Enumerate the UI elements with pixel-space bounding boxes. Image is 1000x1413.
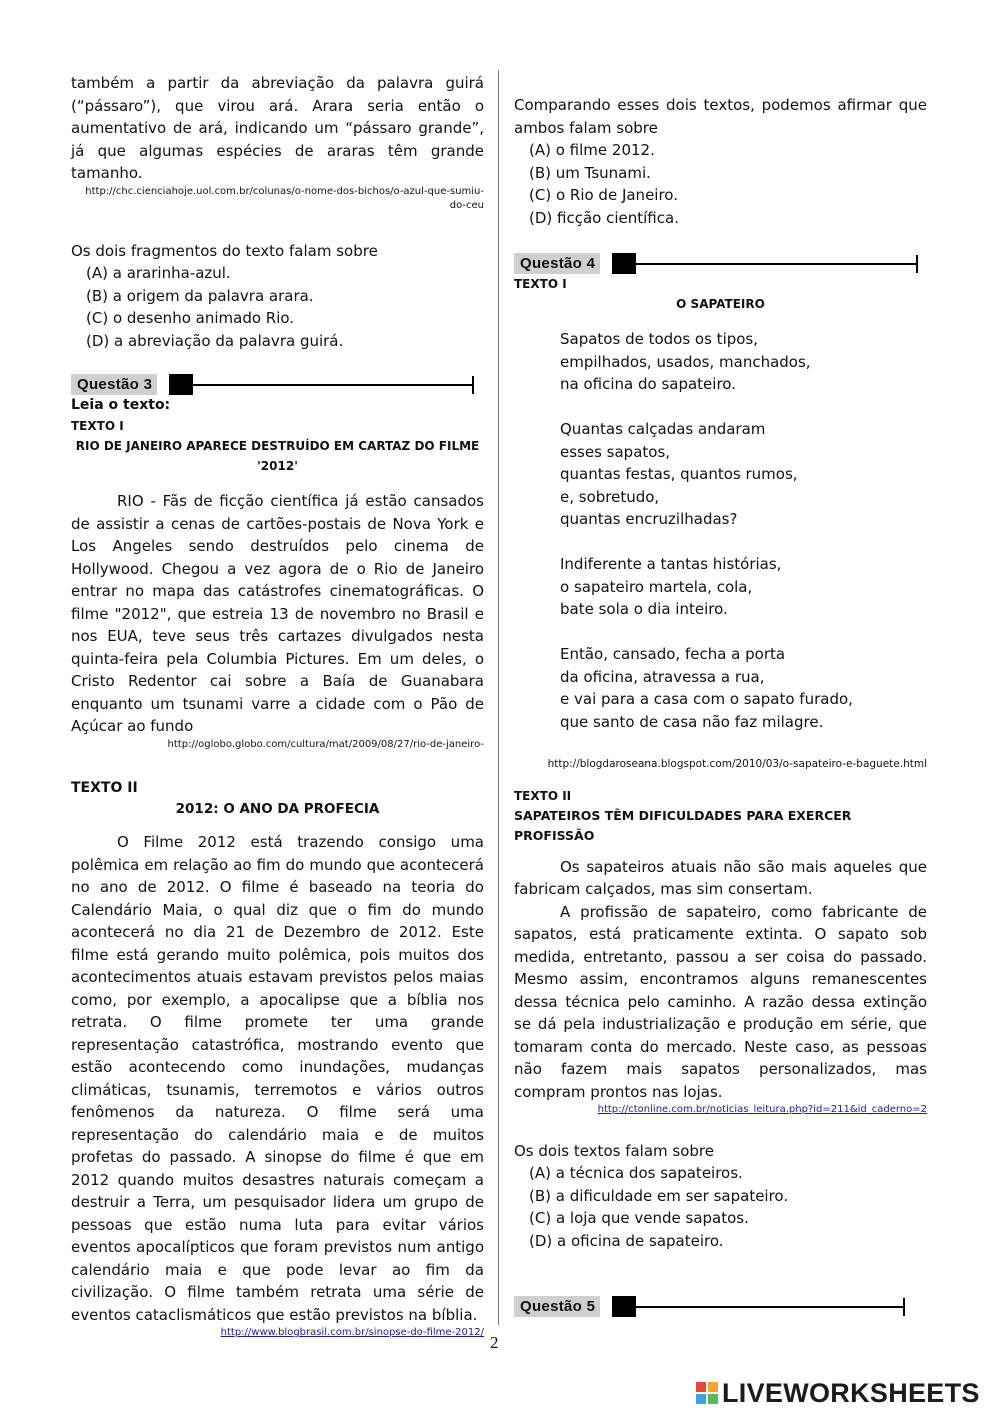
brand-name: LIVEWORKSHEETS xyxy=(722,1377,980,1408)
question-3-label: Questão 3 xyxy=(71,374,157,395)
q4-text2-paragraph-1: Os sapateiros atuais não são mais aqueles que fabricam calçados, mas sim consertam. xyxy=(514,857,927,898)
q3-option-b[interactable]: (B) um Tsunami. xyxy=(529,163,651,182)
q2-option-d[interactable]: (D) a abreviação da palavra guirá. xyxy=(86,331,344,350)
q3-text1-source: http://oglobo.globo.com/cultura/mat/2009/08/27/rio-de-janeiro- xyxy=(167,738,484,750)
q3-option-d[interactable]: (D) ficção científica. xyxy=(529,208,679,227)
q3-text1-body: RIO - Fãs de ficção científica já estão cansados de assistir a cenas de cartões-postais de Nova York e Los Angeles sendo destruídos pelo cinema de Hollywood. Chegou a vez agora de o Rio de Janeiro entrar no mapa das catástrofes cinematográficas. O filme "2012", que estreia 13 de novembro no Brasil e nos EUA, teve seus três cartazes divulgados nesta quinta-feira pela Columbia Pictures. Em um deles, o Cristo Redentor cai sobre a Baía de Guanabara enquanto um tsunami varre a cidade com o Pão de Açúcar ao fundo xyxy=(71,492,484,735)
right-column xyxy=(514,94,927,1317)
q3-instruction: Leia o texto: xyxy=(71,397,171,413)
poem-o-sapateiro xyxy=(514,328,927,733)
q4-text2-paragraph-2: A profissão de sapateiro, como fabricante de sapatos, está praticamente extinta. O sapato sob medida, entretanto, passou a ser coisa do passado. Mesmo assim, encontramos alguns remanescentes dessa técnica pelo caminho. A razão dessa extinção se dá pela industrialização e produção em série, que tomaram conta do mercado. Neste caso, as pessoas não fazem mais sapatos personalizados, mas compram prontos nas lojas. xyxy=(514,902,927,1101)
q4-text2-title: SAPATEIROS TÊM DIFICULDADES PARA EXERCER PROFISSÃO xyxy=(514,807,852,843)
q3-text1-title: RIO DE JANEIRO APARECE DESTRUÍDO EM CARTAZ DO FILME '2012' xyxy=(75,439,480,473)
poem-stanza xyxy=(560,418,927,531)
poem-line: que santo de casa não faz milagre. xyxy=(560,712,824,731)
q3-text1-label: TEXTO I xyxy=(71,419,124,433)
question-5-rule xyxy=(636,1306,904,1308)
q3-option-c[interactable]: (C) o Rio de Janeiro. xyxy=(529,186,678,204)
poem-line: Quantas calçadas andaram xyxy=(560,420,766,438)
brand-square xyxy=(696,1382,706,1392)
question-3-rule-end xyxy=(472,376,474,394)
question-5-rule-end xyxy=(903,1298,905,1316)
q4-text2-label: TEXTO II xyxy=(514,788,572,803)
q4-text2-source-link[interactable]: http://ctonline.com.br/noticias_leitura.php?id=211&id_caderno=2 xyxy=(597,1104,927,1115)
question-4-header xyxy=(514,253,927,274)
poem-line: na oficina do sapateiro. xyxy=(560,375,736,393)
poem-line: e, sobretudo, xyxy=(560,487,660,506)
q4-option-b[interactable]: (B) a dificuldade em ser sapateiro. xyxy=(529,1186,789,1205)
question-4-rule-end xyxy=(916,255,918,273)
q2-prompt: Os dois fragmentos do texto falam sobre xyxy=(71,241,378,260)
q4-option-d[interactable]: (D) a oficina de sapateiro. xyxy=(529,1231,724,1250)
q2-option-c[interactable]: (C) o desenho animado Rio. xyxy=(86,309,295,327)
poem-stanza xyxy=(560,643,927,733)
poem-line: empilhados, usados, manchados, xyxy=(560,352,811,371)
intro-paragraph: também a partir da abreviação da palavra guirá (“pássaro”), que virou ará. Arara seria então o aumentativo de ará, indicando um “pássaro grande”, já que algumas espécies de araras têm grande tamanho. xyxy=(71,74,484,182)
brand-square xyxy=(696,1394,706,1404)
question-4-rule xyxy=(636,263,918,265)
poem-line: quantas festas, quantos rumos, xyxy=(560,465,798,483)
q4-prompt: Os dois textos falam sobre xyxy=(514,1141,714,1160)
q4-option-a[interactable]: (A) a técnica dos sapateiros. xyxy=(529,1164,743,1182)
poem-line: da oficina, atravessa a rua, xyxy=(560,667,765,686)
question-4-marker xyxy=(612,253,636,274)
poem-stanza xyxy=(560,328,927,396)
poem-line: quantas encruzilhadas? xyxy=(560,510,738,528)
poem-line: e vai para a casa com o sapato furado, xyxy=(560,690,853,708)
question-5-marker xyxy=(612,1296,636,1317)
intro-source: http://chc.cienciahoje.uol.com.br/colunas/o-nome-dos-bichos/o-azul-que-sumiu-do-ceu xyxy=(85,185,484,211)
poem-line: bate sola o dia inteiro. xyxy=(560,600,728,618)
poem-line: Indiferente a tantas histórias, xyxy=(560,555,782,573)
page-number: 2 xyxy=(490,1333,499,1352)
brand-grid-icon xyxy=(696,1382,718,1404)
poem-line: esses sapatos, xyxy=(560,442,671,461)
question-5-header xyxy=(514,1296,927,1317)
question-4-label: Questão 4 xyxy=(514,253,600,274)
poem-line: o sapateiro martela, cola, xyxy=(560,577,753,596)
poem-line: Sapatos de todos os tipos, xyxy=(560,330,759,348)
q4-text1-title: O SAPATEIRO xyxy=(676,297,765,311)
question-3-header xyxy=(71,374,484,395)
left-column xyxy=(71,72,484,1341)
brand-square xyxy=(708,1382,718,1392)
q4-option-c[interactable]: (C) a loja que vende sapatos. xyxy=(529,1209,749,1227)
poem-stanza xyxy=(560,553,927,621)
brand-square xyxy=(708,1394,718,1404)
question-5-label: Questão 5 xyxy=(514,1296,600,1317)
q3-text2-label: TEXTO II xyxy=(71,780,138,796)
q3-option-a[interactable]: (A) o filme 2012. xyxy=(529,141,655,159)
q3-text2-source-link[interactable]: http://www.blogbrasil.com.br/sinopse-do-filme-2012/ xyxy=(220,1327,484,1338)
q3-text2-body: O Filme 2012 está trazendo consigo uma polêmica em relação ao fim do mundo que acontecerá no ano de 2012. O filme é baseado na teoria do Calendário Maia, o qual diz que o fim do mundo acontecerá no dia 21 de Dezembro de 2012. Este filme está gerando muito polêmica, pois muitos dos acontecimentos atuais estavam previstos pelos maias como, por exemplo, a apocalipse que a bíblia nos retrata. O filme promete ter uma grande representação catastrófica, mostrando evento que estão acontecendo como inundações, mudanças climáticas, tsunamis, terremotos e vários outros fenômenos da natureza. O filme será uma representação do calendário maia e de muitos profetas do passado. A sinopse do filme é que em 2012 quando muitos desastres naturais começam a destruir a Terra, um pesquisador lidera um grupo de pessoas que estão numa luta para evitar vários eventos apocalípticos que foram previstos num antigo calendário maia e que pode levar ao fim da civilização. O filme também retrata uma série de eventos cataclismáticos que estão previstos na bíblia. xyxy=(71,833,484,1324)
q3-text2-title: 2012: O ANO DA PROFECIA xyxy=(175,801,380,817)
poem-line: Então, cansado, fecha a porta xyxy=(560,645,786,663)
question-3-rule xyxy=(193,384,474,386)
q2-option-b[interactable]: (B) a origem da palavra arara. xyxy=(86,286,314,305)
q3-compare-prompt: Comparando esses dois textos, podemos afirmar que ambos falam sobre xyxy=(514,96,927,137)
q4-text1-source: http://blogdaroseana.blogspot.com/2010/03/o-sapateiro-e-baguete.html xyxy=(547,758,927,770)
q2-option-a[interactable]: (A) a ararinha-azul. xyxy=(86,264,231,282)
question-3-marker xyxy=(169,374,193,395)
column-divider xyxy=(498,70,499,1325)
q4-text1-label: TEXTO I xyxy=(514,277,567,291)
liveworksheets-logo[interactable] xyxy=(696,1377,980,1409)
